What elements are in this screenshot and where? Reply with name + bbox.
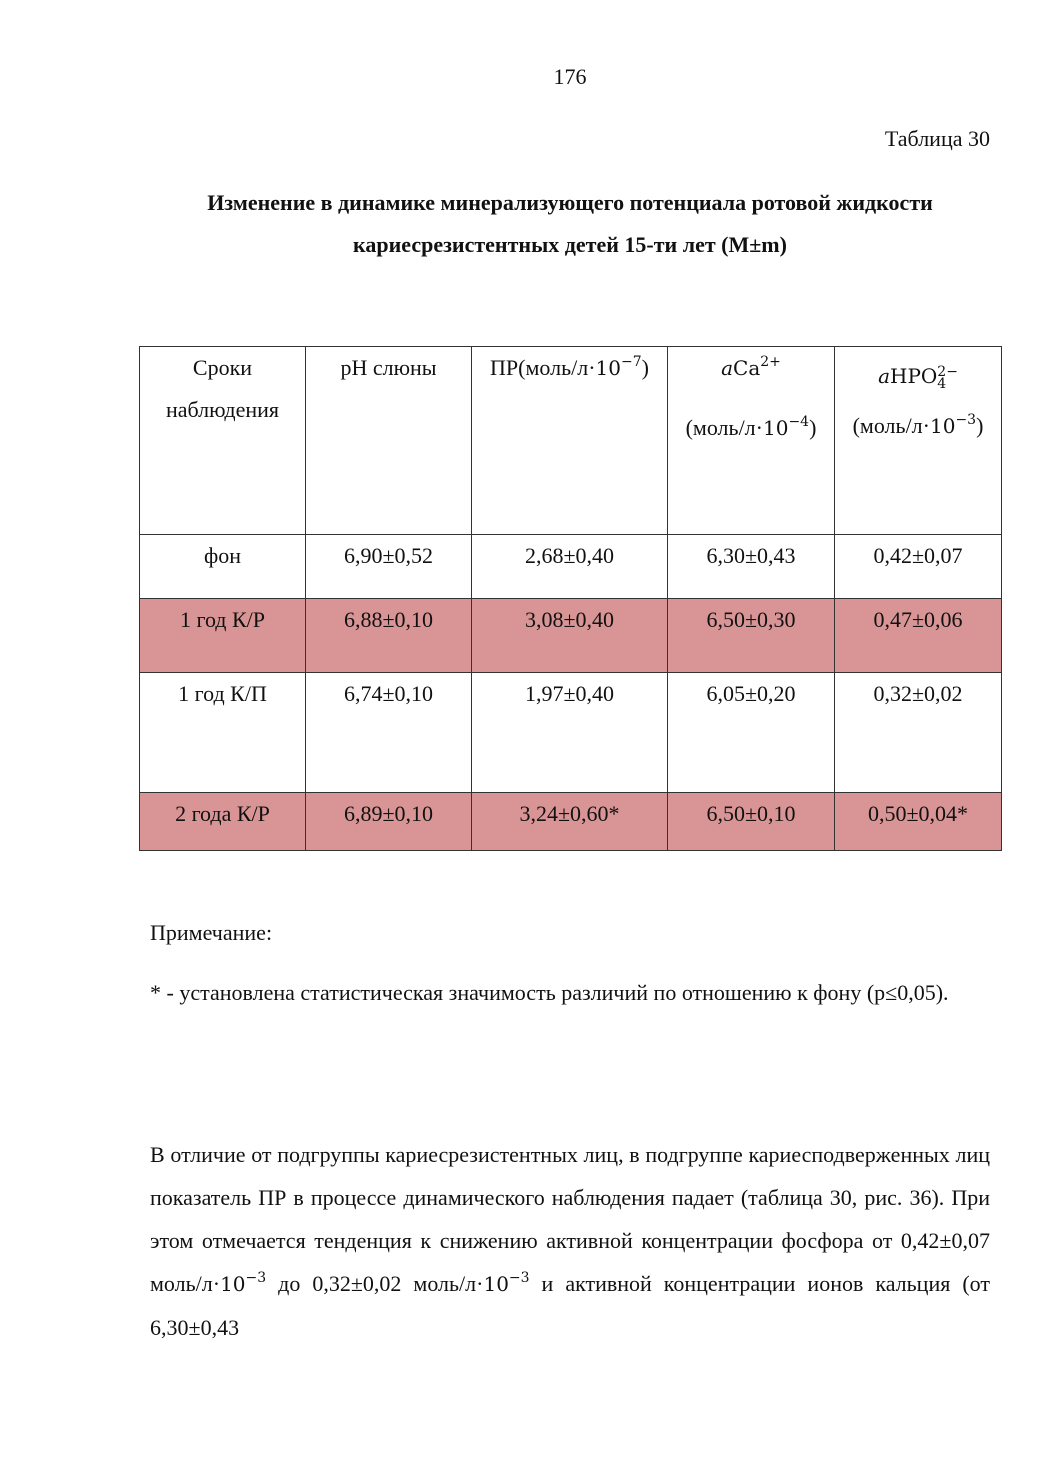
table-cell: 6,50±0,10 [668,793,835,851]
data-table [139,346,1002,851]
table-title-line-1: Изменение в динамике минерализующего потенциала ротовой жидкости [207,190,933,215]
table-cell: 6,89±0,10 [306,793,472,851]
table-cell: 1 год К/Р [140,599,306,673]
table-row [140,535,1002,599]
page-number: 176 [553,64,587,89]
table-cell: 2 года К/Р [140,793,306,851]
table-title-line-2: кариесрезистентных детей 15-ти лет (M±m) [353,232,787,257]
table-cell: 2,68±0,40 [472,535,668,599]
body-paragraph: В отличие от подгруппы кариесрезистентных лиц, в подгруппе кариесподверженных лиц показатель ПР в процессе динамического наблюдения падает (таблица 30, рис. 36). При этом отмечается тенденция к снижению активной концентрации фосфора от 0,42±0,07 моль/$л\cdot 10^{-3}$ до 0,32±0,02 моль/$л\cdot 10^{-3}$ и активной концентрации ионов кальция (от 6,30±0,43 [150,1142,990,1340]
note-text: * - установлена статистическая значимость различий по отношению к фону (p≤0,05). [150,980,949,1005]
header-pr: $ПР(моль/л\cdot 10^{-7})$ [472,347,668,535]
table-cell: 1,97±0,40 [472,673,668,793]
note-heading: Примечание: [150,920,273,945]
table-row-highlighted [140,599,1002,673]
table-label: Таблица 30 [884,126,990,151]
header-aca: aCa$^{2+}$ $(моль/л\cdot 10^{-4})$ [668,347,835,535]
table-cell: 0,42±0,07 [835,535,1002,599]
table-cell: 1 год К/П [140,673,306,793]
table-cell: 0,50±0,04* [835,793,1002,851]
table-cell: 6,88±0,10 [306,599,472,673]
header-ph: pH слюны [306,347,472,535]
table-cell: 6,50±0,30 [668,599,835,673]
table-cell: 6,74±0,10 [306,673,472,793]
header-ahpo4: aHPO 2− 4 $(моль/л\cdot 10^{-3})$ [835,347,1002,535]
table-cell: 6,90±0,52 [306,535,472,599]
table-title [140,182,1000,266]
table-cell: 0,47±0,06 [835,599,1002,673]
header-observation-period: Сроки наблюдения [140,347,306,535]
table-cell: 6,05±0,20 [668,673,835,793]
table-cell: фон [140,535,306,599]
table-row [140,673,1002,793]
table-cell: 3,08±0,40 [472,599,668,673]
table-row-highlighted [140,793,1002,851]
table-header-row [140,347,1002,535]
table-cell: 0,32±0,02 [835,673,1002,793]
table-cell: 6,30±0,43 [668,535,835,599]
table-cell: 3,24±0,60* [472,793,668,851]
